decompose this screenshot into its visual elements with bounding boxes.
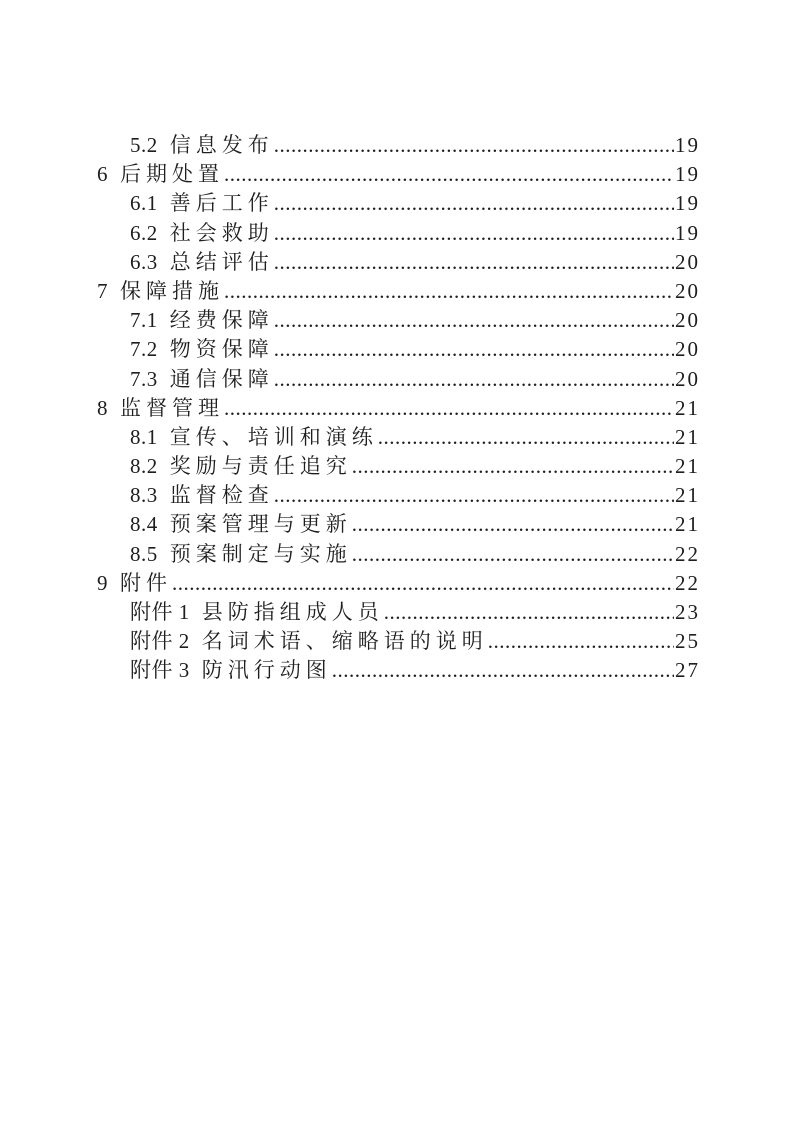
toc-entry-page-number: 27 (675, 658, 700, 683)
toc-entry-title: 附件 (120, 570, 172, 595)
toc-entry-title: 预案制定与实施 (169, 541, 352, 566)
toc-entry-number: 附件 3 (130, 658, 190, 683)
toc-dot-leader (274, 306, 674, 335)
toc-entry (97, 452, 700, 481)
toc-entry-title: 预案管理与更新 (169, 512, 352, 537)
toc-dot-leader (274, 365, 674, 394)
toc-entry-title: 防汛行动图 (201, 658, 332, 683)
toc-entry-title: 善后工作 (169, 191, 274, 216)
toc-entry (97, 540, 700, 569)
toc-entry-page-number: 21 (675, 512, 700, 537)
toc-entry-number: 6.1 (130, 191, 158, 216)
toc-entry-page-number: 20 (675, 278, 700, 303)
toc-entry-page-number: 19 (675, 133, 700, 157)
toc-entry-page-number: 21 (675, 424, 700, 449)
toc-dot-leader (352, 452, 674, 481)
toc-entry-page-number: 19 (675, 162, 700, 187)
toc-entry-number: 6 (97, 162, 108, 187)
toc-dot-leader (274, 481, 674, 510)
toc-entry (97, 365, 700, 394)
toc-entry (97, 598, 700, 627)
toc-entry-page-number: 25 (675, 629, 700, 654)
toc-entry-title: 宣传、培训和演练 (169, 424, 378, 449)
toc-entry-number: 8.3 (130, 483, 158, 508)
toc-entry-title: 名词术语、缩略语的说明 (201, 629, 488, 654)
toc-entry-page-number: 21 (675, 395, 700, 420)
toc-entry (97, 656, 700, 685)
toc-entry-number: 9 (97, 570, 108, 595)
toc-entry-title: 县防指组成人员 (201, 600, 384, 624)
toc-dot-leader (274, 131, 674, 160)
toc-entry-page-number: 20 (675, 249, 700, 274)
toc-entry (97, 510, 700, 539)
toc-entry-title: 通信保障 (169, 366, 274, 391)
toc-dot-leader (488, 627, 674, 656)
toc-dot-leader (352, 540, 674, 569)
toc-dot-leader (384, 598, 674, 627)
toc-entry-number: 7.1 (130, 308, 158, 333)
toc-entry-number: 7.3 (130, 366, 158, 391)
toc-dot-leader (172, 569, 674, 598)
toc-entry (97, 481, 700, 510)
toc-entry (97, 189, 700, 218)
toc-dot-leader (274, 219, 674, 248)
toc-entry (97, 160, 700, 189)
toc-entry-page-number: 20 (675, 308, 700, 333)
toc-entry (97, 569, 700, 598)
toc-dot-leader (352, 510, 674, 539)
toc-entry-page-number: 20 (675, 366, 700, 391)
toc-dot-leader (224, 160, 674, 189)
toc-entry-title: 保障措施 (120, 278, 224, 303)
toc-entry-page-number: 21 (675, 483, 700, 508)
toc-entry-number: 8.2 (130, 454, 158, 479)
toc-entry (97, 627, 700, 656)
toc-entry (97, 277, 700, 306)
toc-entry-page-number: 19 (675, 220, 700, 245)
toc-entry-number: 附件 1 (130, 600, 190, 624)
toc-entry (97, 423, 700, 452)
toc-entry-page-number: 22 (675, 570, 700, 595)
toc-dot-leader (274, 248, 674, 277)
toc-entry-title: 后期处置 (120, 162, 224, 187)
toc-entry (97, 335, 700, 364)
toc-entry-title: 监督管理 (120, 395, 224, 420)
toc-entry-page-number: 20 (675, 337, 700, 362)
toc-entry-number: 7 (97, 278, 108, 303)
toc-entry (97, 219, 700, 248)
toc-dot-leader (274, 335, 674, 364)
toc-dot-leader (224, 277, 674, 306)
toc-entry-number: 8 (97, 395, 108, 420)
toc-entry-title: 经费保障 (169, 308, 274, 333)
table-of-contents (97, 131, 700, 686)
toc-dot-leader (224, 394, 674, 423)
toc-entry-page-number: 19 (675, 191, 700, 216)
toc-entry-title: 总结评估 (169, 249, 274, 274)
toc-entry-title: 奖励与责任追究 (169, 454, 352, 479)
toc-entry-number: 8.5 (130, 541, 158, 566)
toc-entry-title: 信息发布 (169, 133, 274, 157)
toc-entry-number: 5.2 (130, 133, 158, 157)
toc-dot-leader (274, 189, 674, 218)
toc-entry-number: 6.3 (130, 249, 158, 274)
toc-entry-title: 物资保障 (169, 337, 274, 362)
toc-entry (97, 306, 700, 335)
toc-entry (97, 248, 700, 277)
toc-dot-leader (332, 656, 674, 685)
toc-entry-number: 8.4 (130, 512, 158, 537)
toc-entry-number: 6.2 (130, 220, 158, 245)
toc-entry-page-number: 22 (675, 541, 700, 566)
toc-entry (97, 131, 700, 160)
toc-entry-number: 7.2 (130, 337, 158, 362)
toc-entry-title: 监督检查 (169, 483, 274, 508)
toc-entry-page-number: 23 (675, 600, 700, 624)
toc-entry (97, 394, 700, 423)
toc-entry-number: 8.1 (130, 424, 158, 449)
toc-entry-page-number: 21 (675, 454, 700, 479)
toc-entry-number: 附件 2 (130, 629, 190, 654)
toc-entry-title: 社会救助 (169, 220, 274, 245)
toc-dot-leader (378, 423, 674, 452)
